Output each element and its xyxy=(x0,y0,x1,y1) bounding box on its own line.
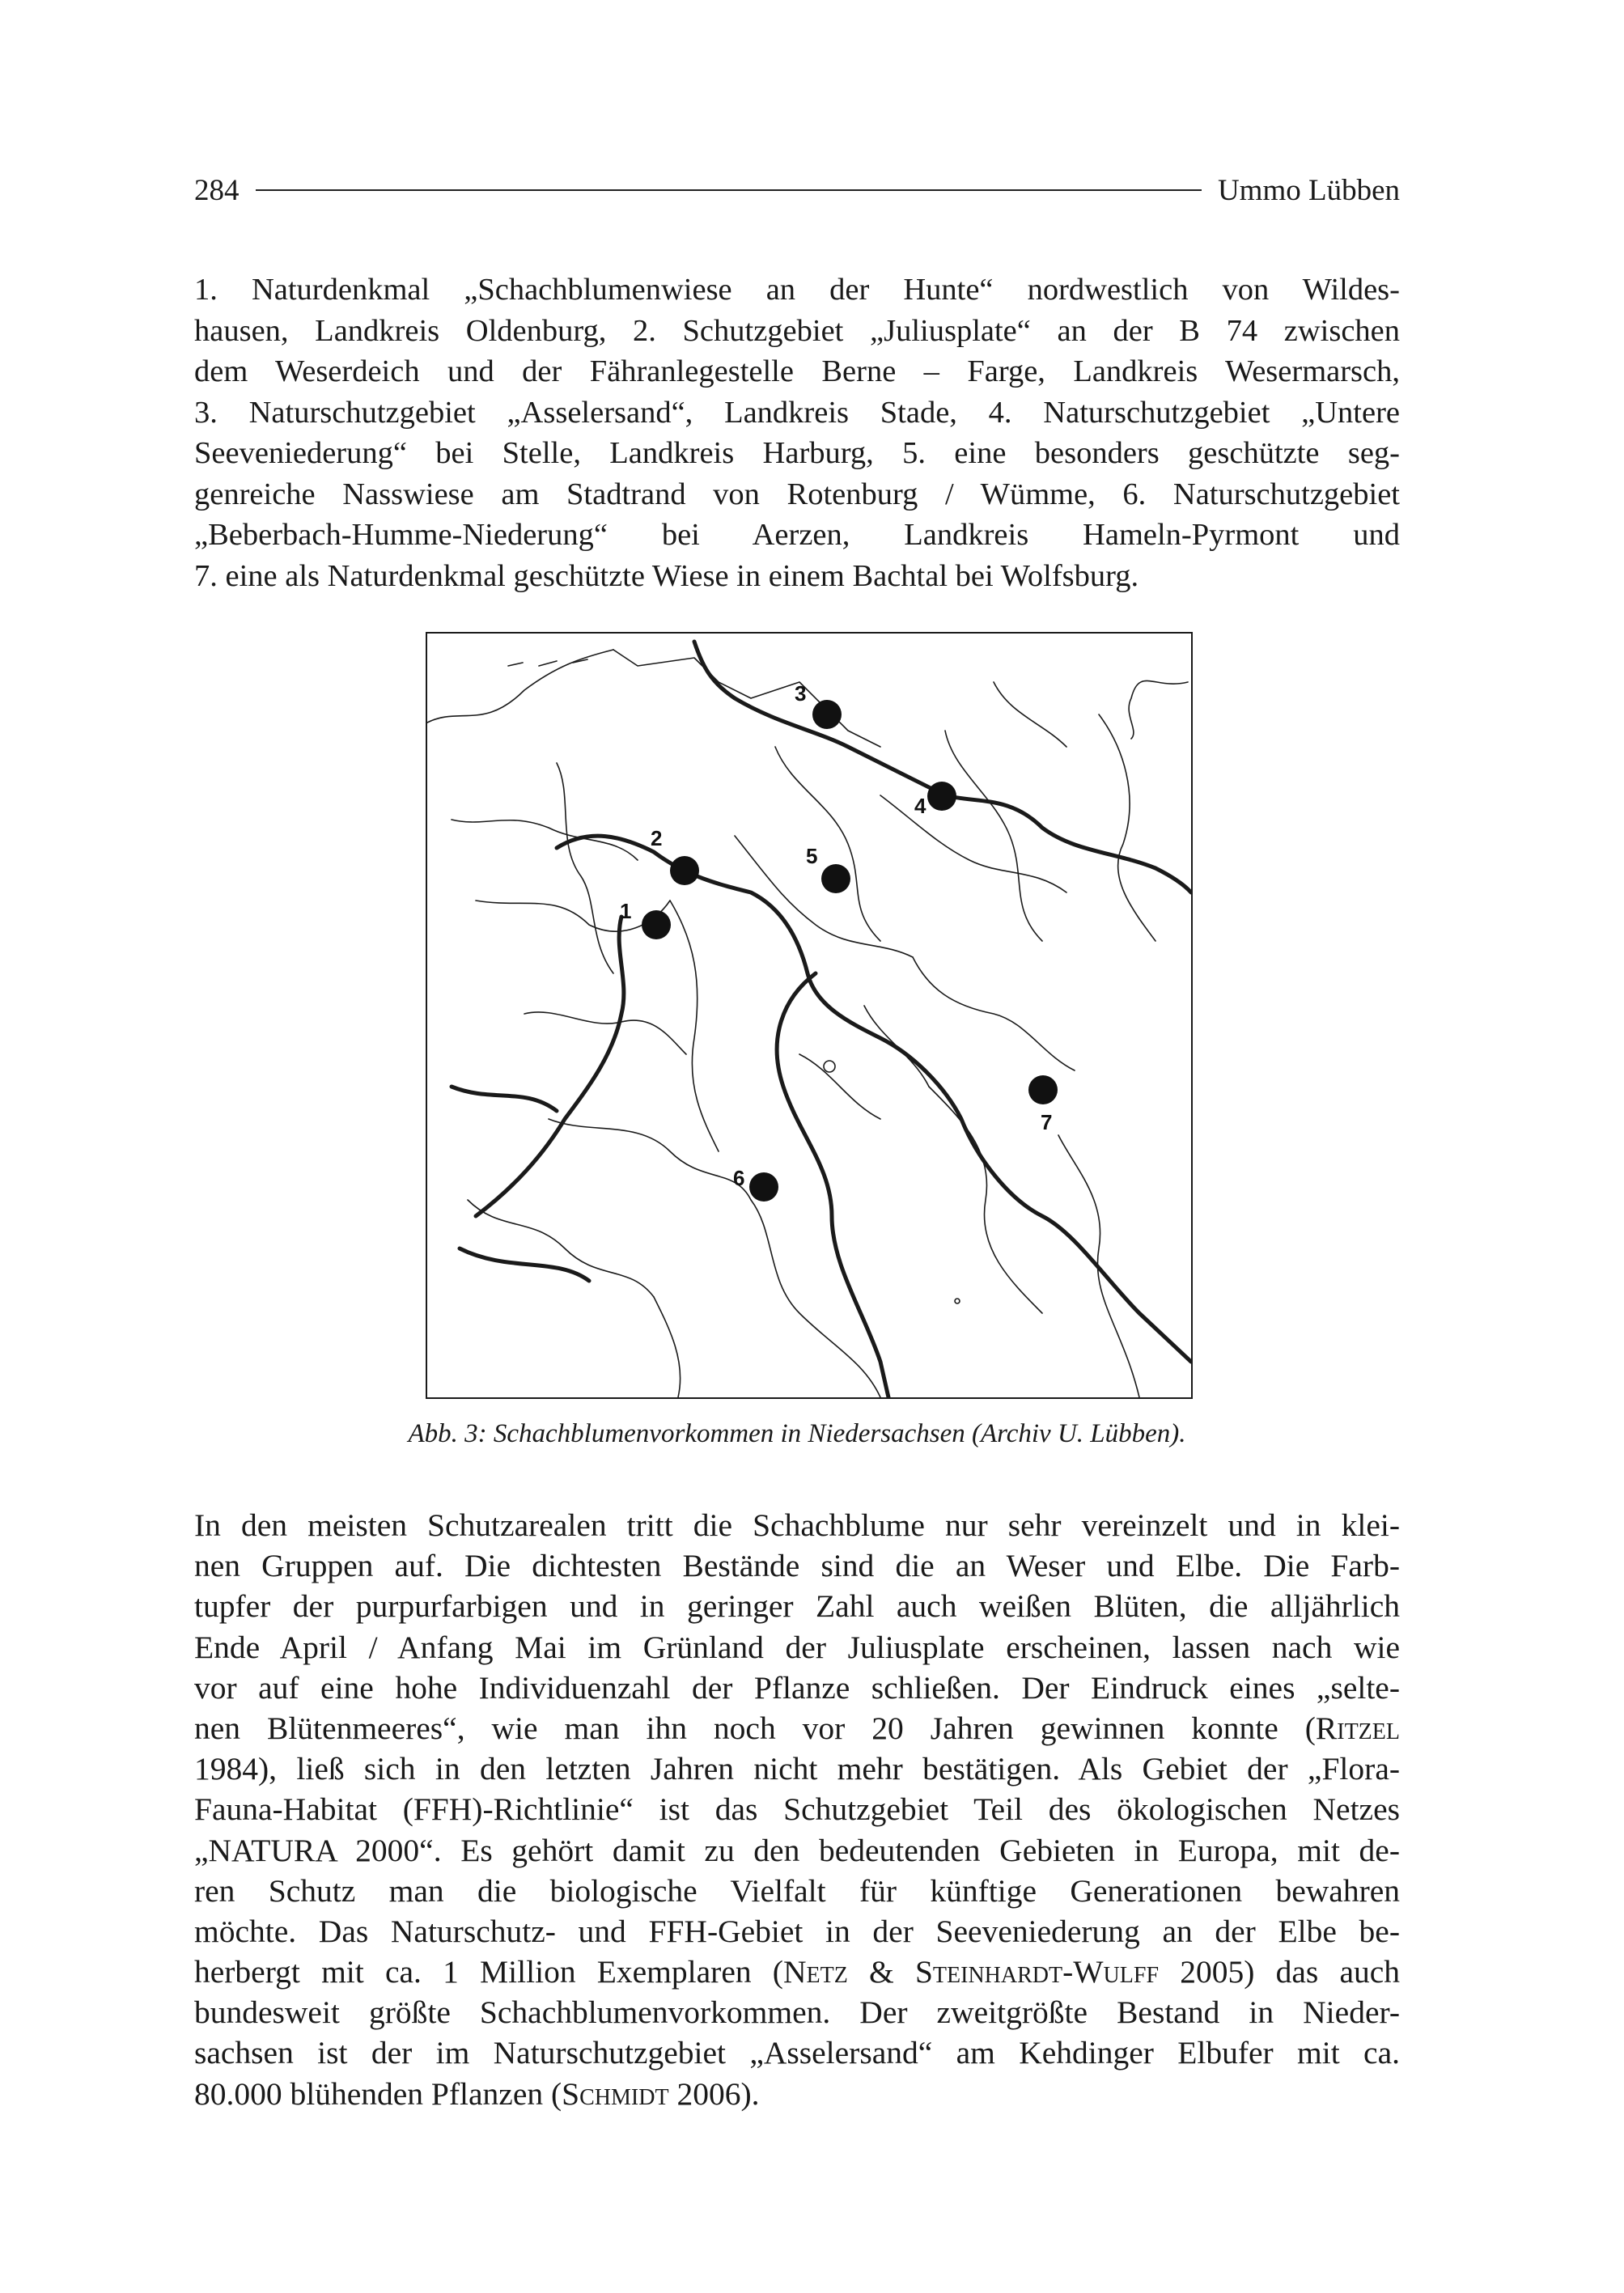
site-marker-2 xyxy=(670,856,699,885)
text-run: 2006). xyxy=(668,2075,760,2112)
text-line xyxy=(194,1708,1400,1748)
text-line: vor auf eine hohe Individuenzahl der Pflanze schließen. Der Eindruck eines „selte- xyxy=(194,1669,1400,1706)
text-run: herbergt mit ca. 1 Million Exemplaren ( xyxy=(194,1954,783,1990)
map-figure xyxy=(426,632,1193,1399)
site-marker-1 xyxy=(642,910,671,939)
text-line: sachsen ist der im Naturschutzgebiet „Asselersand“ am Kehdinger Elbufer mit ca. xyxy=(194,2035,1400,2071)
running-head xyxy=(194,166,1400,214)
text-line: hausen, Landkreis Oldenburg, 2. Schutzgebiet „Juliusplate“ an der B 74 zwischen xyxy=(194,313,1400,348)
text-line: 1984), ließ sich in den letzten Jahren nicht mehr bestätigen. Als Gebiet der „Flora- xyxy=(194,1751,1400,1787)
site-label-2: 2 xyxy=(651,826,663,850)
site-marker-3 xyxy=(812,700,842,729)
text-line: „NATURA 2000“. Es gehört damit zu den bedeutenden Gebieten in Europa, mit de- xyxy=(194,1832,1400,1868)
site-label-6: 6 xyxy=(733,1166,745,1190)
site-label-1: 1 xyxy=(620,899,632,923)
site-label-3: 3 xyxy=(795,681,807,706)
text-run: & xyxy=(847,1954,915,1990)
citation-author: Steinhardt-Wulff xyxy=(914,1954,1160,1990)
citation-author: Netz xyxy=(782,1954,848,1990)
header-rule xyxy=(256,189,1202,191)
intro-paragraph xyxy=(194,269,1400,596)
text-line: genreiche Nasswiese am Stadtrand von Rotenburg / Wümme, 6. Naturschutzgebiet xyxy=(194,477,1400,511)
text-line: ren Schutz man die biologische Vielfalt für künftige Generationen bewahren xyxy=(194,1872,1400,1909)
text-line: Seeveniederung“ bei Stelle, Landkreis Harburg, 5. eine besonders geschützte seg- xyxy=(194,436,1400,470)
text-line: nen Gruppen auf. Die dichtesten Bestände sind die an Weser und Elbe. Die Farb- xyxy=(194,1548,1400,1584)
site-marker-5 xyxy=(821,864,850,893)
river-lines xyxy=(452,642,1191,1397)
text-line: Fauna-Habitat (FFH)-Richtlinie“ ist das Schutzgebiet Teil des ökologischen Netzes xyxy=(194,1791,1400,1828)
text-line: „Beberbach-Humme-Niederung“ bei Aerzen, Landkreis Hameln-Pyrmont und xyxy=(194,518,1400,552)
figure-caption: Abb. 3: Schachblumenvorkommen in Niedersachsen (Archiv U. Lübben). xyxy=(408,1419,1186,1448)
site-marker-6 xyxy=(749,1172,778,1202)
text-line: bundesweit größte Schachblumenvorkommen. Der zweitgrößte Bestand in Nieder- xyxy=(194,1994,1400,2031)
citation-author: Ritzel xyxy=(1315,1710,1400,1746)
text-line xyxy=(194,2074,1400,2114)
text-line: 3. Naturschutzgebiet „Asselersand“, Landkreis Stade, 4. Naturschutzgebiet „Untere xyxy=(194,395,1400,430)
text-run: nen Blütenmeeres“, wie man ihn noch vor 20 Jahren gewinnen konnte ( xyxy=(194,1710,1316,1746)
site-label-4: 4 xyxy=(914,794,926,818)
text-line: tupfer der purpurfarbigen und in geringer Zahl auch weißen Blüten, die alljährlich xyxy=(194,1588,1400,1625)
text-line xyxy=(194,1952,1400,1992)
text-run: 2005) das auch xyxy=(1159,1954,1401,1990)
citation-author: Schmidt xyxy=(562,2075,669,2112)
site-marker-7 xyxy=(1028,1075,1058,1104)
text-run: 80.000 blühenden Pflanzen ( xyxy=(194,2075,562,2112)
text-line: Ende April / Anfang Mai im Grünland der Juliusplate erscheinen, lassen nach wie xyxy=(194,1629,1400,1665)
district-boundaries xyxy=(427,650,1188,1397)
text-line: In den meisten Schutzarealen tritt die Schachblume nur sehr vereinzelt und in klei- xyxy=(194,1507,1400,1543)
site-label-7: 7 xyxy=(1041,1110,1053,1134)
text-line: möchte. Das Naturschutz- und FFH-Gebiet in der Seeveniederung an der Elbe be- xyxy=(194,1913,1400,1949)
niedersachsen-map xyxy=(427,634,1191,1397)
text-line: dem Weserdeich und der Fähranlegestelle Berne – Farge, Landkreis Wesermarsch, xyxy=(194,354,1400,388)
site-label-5: 5 xyxy=(806,844,818,868)
page-number: 284 xyxy=(194,173,240,207)
text-line: 7. eine als Naturdenkmal geschützte Wiese in einem Bachtal bei Wolfsburg. xyxy=(194,558,1139,593)
running-head-author: Ummo Lübben xyxy=(1217,173,1400,207)
text-line: 1. Naturdenkmal „Schachblumenwiese an der Hunte“ nordwestlich von Wildes- xyxy=(194,273,1400,307)
site-marker-4 xyxy=(927,782,956,811)
body-paragraph xyxy=(194,1505,1400,2114)
